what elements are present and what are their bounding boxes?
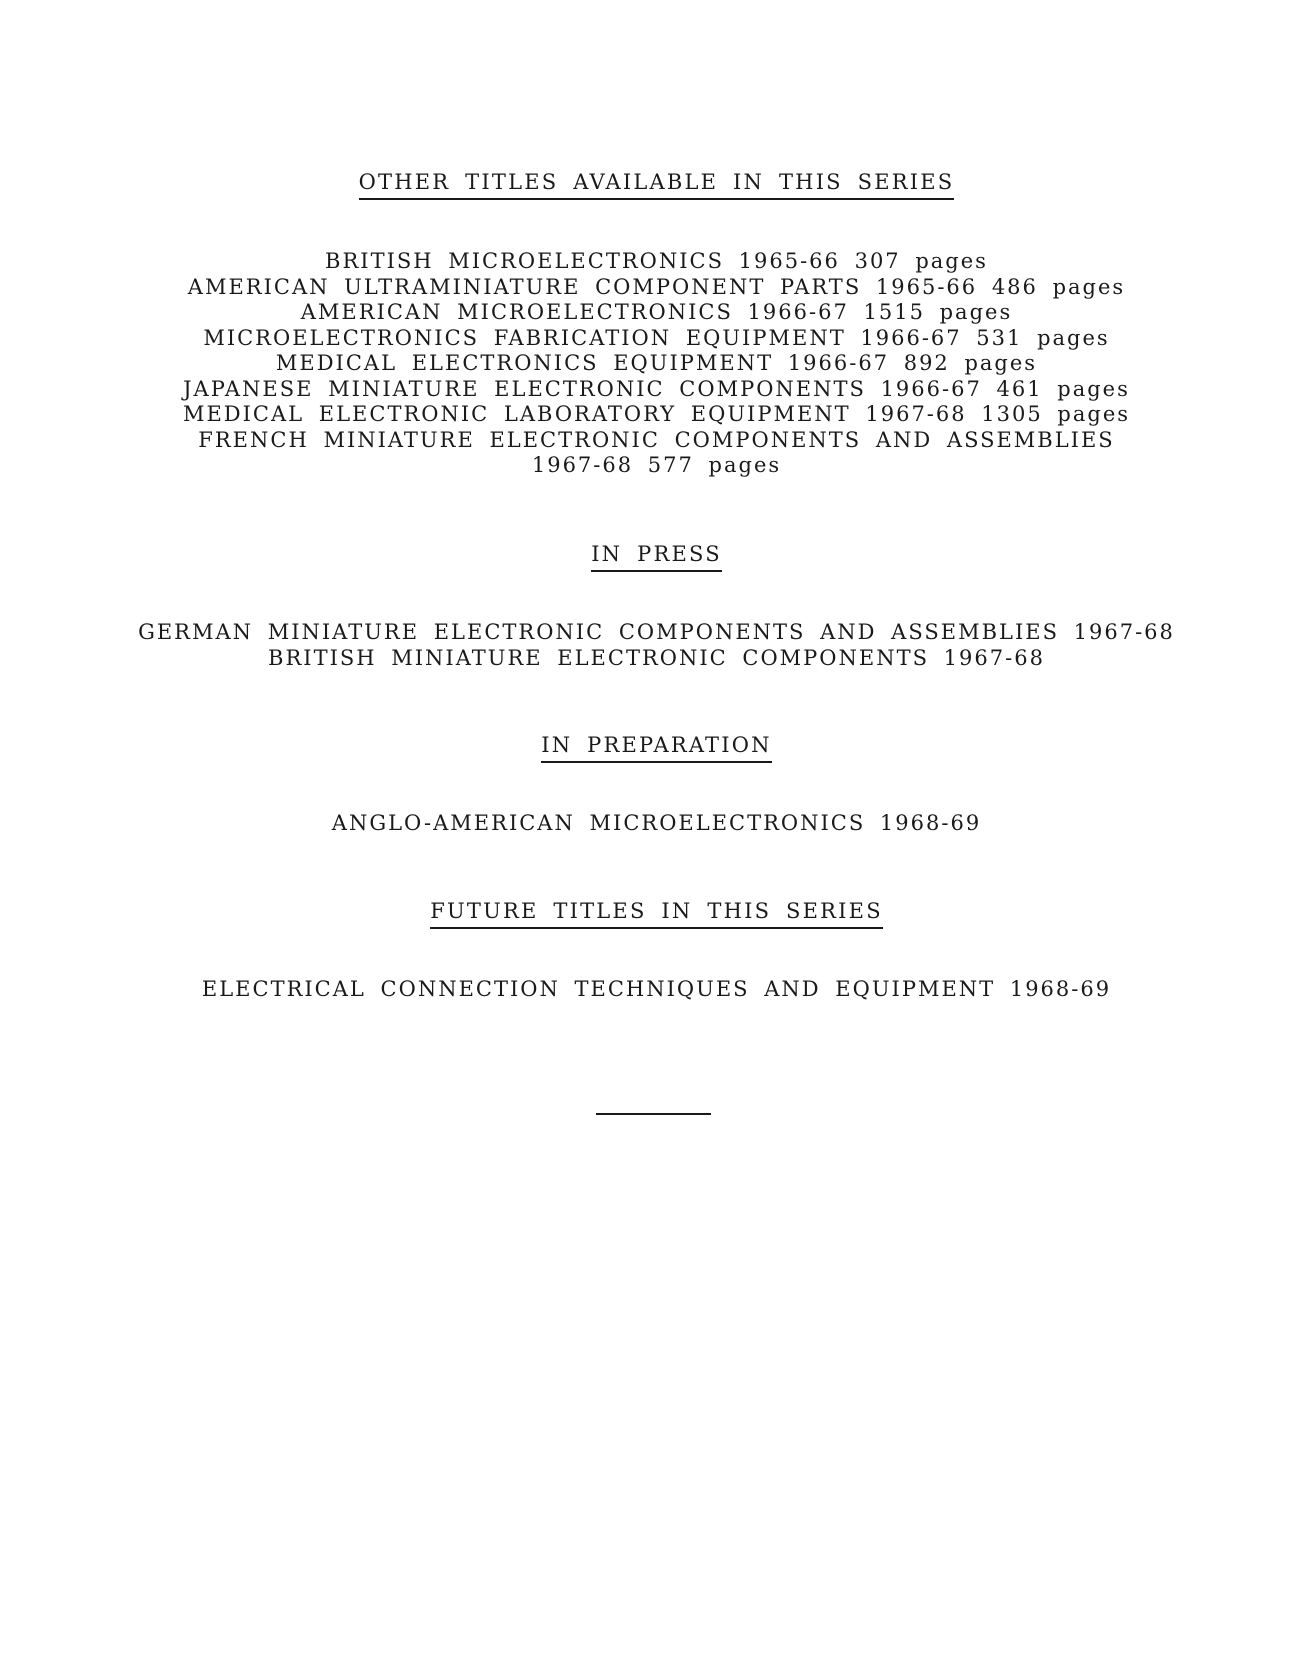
in-press-list-wrapper [0,620,1313,671]
future-list-wrapper [0,977,1313,1003]
list-item: FRENCH MINIATURE ELECTRONIC COMPONENTS AND ASSEMBLIES [198,427,1115,452]
future-heading: FUTURE TITLES IN THIS SERIES [430,899,883,929]
list-item: ANGLO-AMERICAN MICROELECTRONICS 1968-69 [331,811,982,835]
in-preparation-list-wrapper [0,811,1313,837]
list-item: BRITISH MICROELECTRONICS 1965-66 307 pages [325,249,988,273]
in-preparation-section [0,733,1313,763]
list-item: JAPANESE MINIATURE ELECTRONIC COMPONENTS 1966-67 461 pages [183,376,1130,401]
future-section [0,899,1313,929]
list-item: ELECTRICAL CONNECTION TECHNIQUES AND EQUIPMENT 1968-69 [201,977,1112,1001]
closing-rule [596,1113,711,1115]
in-press-section [0,542,1313,572]
list-item: AMERICAN ULTRAMINIATURE COMPONENT PARTS 1965-66 486 pages [187,274,1126,299]
list-item: MICROELECTRONICS FABRICATION EQUIPMENT 1966-67 531 pages [203,325,1110,350]
list-item: AMERICAN MICROELECTRONICS 1966-67 1515 pages [300,300,1013,324]
list-item: MEDICAL ELECTRONICS EQUIPMENT 1966-67 892 pages [275,351,1038,375]
in-preparation-list [0,811,1313,837]
in-press-list [0,620,1313,671]
list-item: MEDICAL ELECTRONIC LABORATORY EQUIPMENT 1967-68 1305 pages [182,402,1131,426]
available-section [0,170,1313,200]
list-item: BRITISH MINIATURE ELECTRONIC COMPONENTS 1967-68 [268,645,1045,670]
available-list [0,249,1313,479]
list-item: GERMAN MINIATURE ELECTRONIC COMPONENTS AND ASSEMBLIES 1967-68 [138,620,1175,644]
available-list-wrapper [0,249,1313,479]
future-list [0,977,1313,1003]
in-preparation-heading: IN PREPARATION [541,733,772,763]
available-heading: OTHER TITLES AVAILABLE IN THIS SERIES [359,170,955,200]
list-item: 1967-68 577 pages [531,453,782,477]
in-press-heading: IN PRESS [591,542,722,572]
